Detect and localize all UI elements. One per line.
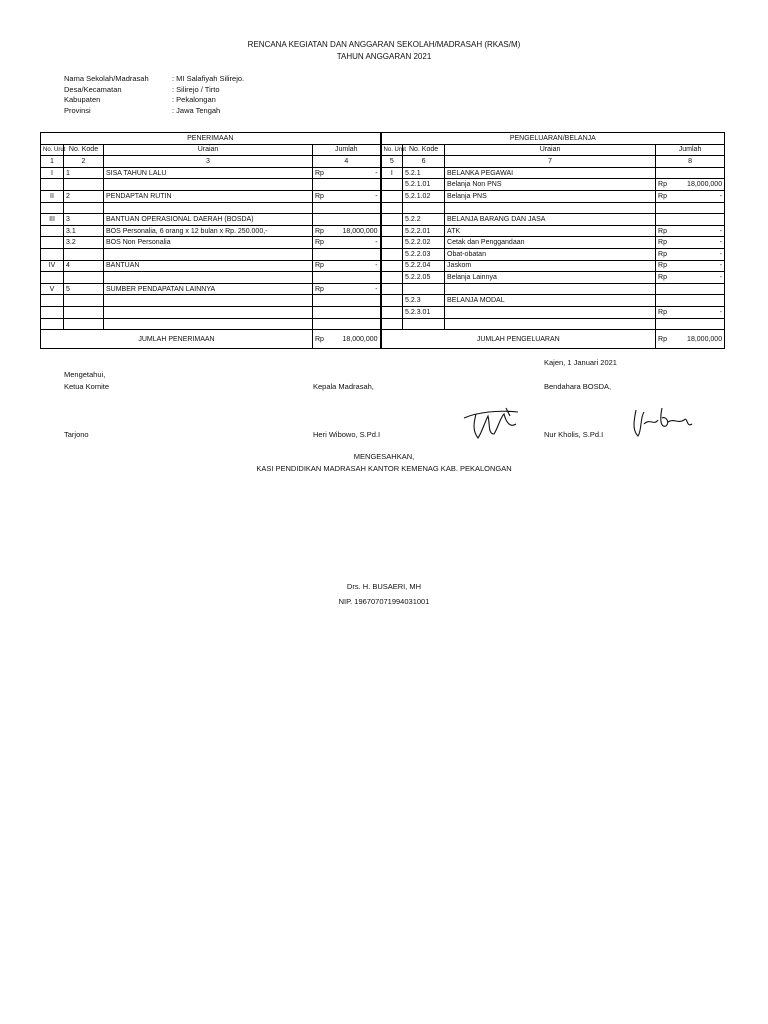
info-label: Provinsi <box>64 105 91 115</box>
kode-cell: 5.2.2.04 <box>403 260 445 272</box>
no-urut-cell <box>381 237 403 249</box>
no-urut-cell <box>41 225 64 237</box>
info-row <box>64 106 244 117</box>
table-row <box>41 260 725 272</box>
total-penerimaan-cell <box>313 330 381 349</box>
total-penerimaan-amount: 18,000,000 <box>342 335 378 343</box>
total-pengeluaran-label: JUMLAH PENGELUARAN <box>381 330 656 349</box>
amount-value: - <box>719 308 723 316</box>
col-header-no-urut: No. Urut <box>381 144 403 156</box>
amount-value: 18,000,000 <box>687 181 723 189</box>
table-row <box>41 272 725 284</box>
no-urut-cell <box>41 318 64 330</box>
uraian-cell <box>104 179 313 191</box>
uraian-cell: Belanja Lainnya <box>445 272 656 284</box>
kode-cell: 5.2.1.02 <box>403 190 445 202</box>
jumlah-cell <box>313 283 381 295</box>
total-pengeluaran-cell <box>656 330 725 349</box>
no-urut-cell <box>41 237 64 249</box>
kode-cell: 3.2 <box>64 237 104 249</box>
no-urut-cell <box>381 190 403 202</box>
table-row <box>41 225 725 237</box>
amount-value: - <box>719 262 723 270</box>
no-urut-cell <box>381 248 403 260</box>
col-number: 2 <box>64 156 104 168</box>
jumlah-cell <box>656 167 725 179</box>
document-title: RENCANA KEGIATAN DAN ANGGARAN SEKOLAH/MADRASAH (RKAS/M) <box>247 40 521 49</box>
kode-cell <box>64 295 104 307</box>
budget-table <box>40 132 725 349</box>
kode-cell: 3 <box>64 214 104 226</box>
table-row <box>41 202 725 214</box>
table-row <box>41 306 725 318</box>
jumlah-cell <box>656 295 725 307</box>
kode-cell: 5.2.1 <box>403 167 445 179</box>
jumlah-cell <box>313 214 381 226</box>
currency-label: Rp <box>658 308 667 316</box>
col-number: 6 <box>403 156 445 168</box>
col-number: 1 <box>41 156 64 168</box>
uraian-cell: SUMBER PENDAPATAN LAINNYA <box>104 283 313 295</box>
kode-cell: 4 <box>64 260 104 272</box>
uraian-cell: Cetak dan Penggandaan <box>445 237 656 249</box>
info-value: : Jawa Tengah <box>172 105 221 115</box>
jumlah-cell <box>656 260 725 272</box>
col-number: 5 <box>381 156 403 168</box>
kode-cell: 3.1 <box>64 225 104 237</box>
currency-label: Rp <box>658 181 667 189</box>
no-urut-cell <box>381 179 403 191</box>
total-pengeluaran-amount: 18,000,000 <box>687 335 723 343</box>
uraian-cell: BANTUAN <box>104 260 313 272</box>
jumlah-cell <box>656 248 725 260</box>
uraian-cell: BANTUAN OPERASIONAL DAERAH (BOSDA) <box>104 214 313 226</box>
no-urut-cell: III <box>41 214 64 226</box>
table-row <box>41 167 725 179</box>
uraian-cell: BOS Personalia, 6 orang x 12 bulan x Rp. 250.000,- <box>104 225 313 237</box>
amount-value: - <box>719 273 723 281</box>
info-row <box>64 85 244 96</box>
kode-cell <box>64 179 104 191</box>
uraian-cell: Obat-obatan <box>445 248 656 260</box>
no-urut-cell: IV <box>41 260 64 272</box>
uraian-cell <box>104 306 313 318</box>
currency-label: Rp <box>315 335 324 343</box>
no-urut-cell <box>381 202 403 214</box>
col-number: 3 <box>104 156 313 168</box>
uraian-cell <box>445 202 656 214</box>
uraian-cell <box>104 248 313 260</box>
kasi-title: KASI PENDIDIKAN MADRASAH KANTOR KEMENAG KAB. PEKALONGAN <box>256 464 512 473</box>
uraian-cell <box>104 272 313 284</box>
kode-cell <box>64 318 104 330</box>
currency-label: Rp <box>658 250 667 258</box>
currency-label: Rp <box>315 262 324 270</box>
no-urut-cell <box>381 272 403 284</box>
info-value: : Pekalongan <box>172 95 216 104</box>
no-urut-cell <box>381 260 403 272</box>
jumlah-cell <box>313 248 381 260</box>
kode-cell <box>403 283 445 295</box>
amount-value: - <box>719 250 723 258</box>
column-number-row <box>41 156 725 168</box>
no-urut-cell <box>381 306 403 318</box>
uraian-cell: SISA TAHUN LALU <box>104 167 313 179</box>
section-header-penerimaan: PENERIMAAN <box>41 133 381 145</box>
kode-cell: 1 <box>64 167 104 179</box>
currency-label: Rp <box>658 262 667 270</box>
no-urut-cell <box>41 295 64 307</box>
kepala-title: Kepala Madrasah, <box>313 382 374 391</box>
currency-label: Rp <box>315 192 324 200</box>
jumlah-cell <box>313 306 381 318</box>
jumlah-cell <box>656 283 725 295</box>
kasi-name: Drs. H. BUSAERI, MH <box>346 582 422 591</box>
amount-value: - <box>375 239 378 247</box>
jumlah-cell <box>313 318 381 330</box>
table-row <box>41 237 725 249</box>
kasi-nip: NIP. 196707071994031001 <box>338 597 430 606</box>
currency-label: Rp <box>315 169 324 177</box>
kode-cell: 5.2.2.02 <box>403 237 445 249</box>
komite-name: Tarjono <box>64 430 89 439</box>
bendahara-name: Nur Kholis, S.Pd.I <box>544 430 604 439</box>
kode-cell: 5.2.3.01 <box>403 306 445 318</box>
uraian-cell <box>445 318 656 330</box>
jumlah-cell <box>656 179 725 191</box>
jumlah-cell <box>313 190 381 202</box>
uraian-cell: Jaskom <box>445 260 656 272</box>
kode-cell <box>403 318 445 330</box>
uraian-cell <box>445 283 656 295</box>
kode-cell <box>64 202 104 214</box>
jumlah-cell <box>656 202 725 214</box>
currency-label: Rp <box>658 227 667 235</box>
kode-cell <box>64 306 104 318</box>
jumlah-cell <box>656 272 725 284</box>
uraian-cell: BOS Non Personalia <box>104 237 313 249</box>
amount-value: - <box>375 285 378 293</box>
no-urut-cell <box>41 306 64 318</box>
info-value: : MI Salafiyah Silirejo. <box>172 74 245 83</box>
table-row <box>41 248 725 260</box>
jumlah-cell <box>656 214 725 226</box>
kode-cell <box>403 202 445 214</box>
jumlah-cell <box>313 295 381 307</box>
school-info <box>64 74 244 116</box>
kode-cell <box>64 272 104 284</box>
info-label: Kabupaten <box>64 95 101 104</box>
mengetahui-label: Mengetahui, <box>64 370 106 379</box>
section-header-pengeluaran: PENGELUARAN/BELANJA <box>381 133 725 145</box>
col-header-kode: No. Kode <box>403 144 445 156</box>
amount-value: - <box>719 227 723 235</box>
table-row <box>41 214 725 226</box>
no-urut-cell: I <box>381 167 403 179</box>
amount-value: - <box>719 192 723 200</box>
jumlah-cell <box>313 272 381 284</box>
kode-cell: 5 <box>64 283 104 295</box>
no-urut-cell <box>41 248 64 260</box>
uraian-cell: ATK <box>445 225 656 237</box>
info-row <box>64 74 244 85</box>
table-row <box>41 283 725 295</box>
currency-label: Rp <box>658 192 667 200</box>
uraian-cell: Belanja Non PNS <box>445 179 656 191</box>
jumlah-cell <box>656 190 725 202</box>
no-urut-cell <box>41 272 64 284</box>
table-row <box>41 190 725 202</box>
currency-label: Rp <box>658 273 667 281</box>
bendahara-signature <box>626 404 696 440</box>
uraian-cell: BELANKA PEGAWAI <box>445 167 656 179</box>
col-number: 8 <box>656 156 725 168</box>
jumlah-cell <box>313 167 381 179</box>
no-urut-cell <box>381 225 403 237</box>
uraian-cell <box>445 306 656 318</box>
currency-label: Rp <box>658 239 667 247</box>
jumlah-cell <box>313 237 381 249</box>
kode-cell <box>64 248 104 260</box>
document-subtitle: TAHUN ANGGARAN 2021 <box>336 52 432 61</box>
col-header-jumlah: Jumlah <box>656 144 725 156</box>
info-value: : Silirejo / Tirto <box>172 84 220 94</box>
komite-title: Ketua Komite <box>64 382 110 391</box>
jumlah-cell <box>313 179 381 191</box>
kode-cell: 5.2.1.01 <box>403 179 445 191</box>
no-urut-cell: II <box>41 190 64 202</box>
jumlah-cell <box>656 225 725 237</box>
col-header-uraian: Uraian <box>445 144 656 156</box>
jumlah-cell <box>313 225 381 237</box>
kode-cell: 5.2.2.05 <box>403 272 445 284</box>
no-urut-cell <box>41 179 64 191</box>
col-header-uraian: Uraian <box>104 144 313 156</box>
amount-value: - <box>375 262 378 270</box>
amount-value: - <box>719 239 723 247</box>
info-label: Nama Sekolah/Madrasah <box>64 74 149 83</box>
table-row <box>41 295 725 307</box>
kode-cell: 5.2.3 <box>403 295 445 307</box>
totals-row <box>41 330 725 349</box>
info-row <box>64 95 244 106</box>
no-urut-cell <box>381 295 403 307</box>
table-row <box>41 179 725 191</box>
table-row <box>41 318 725 330</box>
no-urut-cell <box>381 214 403 226</box>
kode-cell: 2 <box>64 190 104 202</box>
jumlah-cell <box>656 306 725 318</box>
currency-label: Rp <box>315 227 324 235</box>
col-number: 7 <box>445 156 656 168</box>
amount-value: - <box>375 192 378 200</box>
place-date: Kajen, 1 Januari 2021 <box>544 358 617 367</box>
jumlah-cell <box>313 260 381 272</box>
uraian-cell: BELANJA BARANG DAN JASA <box>445 214 656 226</box>
kepala-signature <box>458 404 528 444</box>
uraian-cell <box>104 295 313 307</box>
info-label: Desa/Kecamatan <box>64 84 122 94</box>
mengesahkan-label: MENGESAHKAN, <box>353 452 415 461</box>
uraian-cell: BELANJA MODAL <box>445 295 656 307</box>
jumlah-cell <box>656 237 725 249</box>
no-urut-cell <box>41 202 64 214</box>
bendahara-title: Bendahara BOSDA, <box>544 382 612 391</box>
currency-label: Rp <box>315 285 324 293</box>
jumlah-cell <box>656 318 725 330</box>
uraian-cell: Belanja PNS <box>445 190 656 202</box>
no-urut-cell: V <box>41 283 64 295</box>
amount-value: 18,000,000 <box>342 227 378 235</box>
col-header-no-urut: No. Urut <box>41 144 64 156</box>
currency-label: Rp <box>315 239 324 247</box>
no-urut-cell <box>381 283 403 295</box>
no-urut-cell: I <box>41 167 64 179</box>
jumlah-cell <box>313 202 381 214</box>
total-penerimaan-label: JUMLAH PENERIMAAN <box>41 330 313 349</box>
currency-label: Rp <box>658 335 667 343</box>
uraian-cell: PENDAPTAN RUTIN <box>104 190 313 202</box>
no-urut-cell <box>381 318 403 330</box>
col-header-kode: No. Kode <box>64 144 104 156</box>
kode-cell: 5.2.2.03 <box>403 248 445 260</box>
col-header-jumlah: Jumlah <box>313 144 381 156</box>
kode-cell: 5.2.2.01 <box>403 225 445 237</box>
kepala-name: Heri Wibowo, S.Pd.I <box>313 430 381 439</box>
uraian-cell <box>104 202 313 214</box>
amount-value: - <box>375 169 378 177</box>
uraian-cell <box>104 318 313 330</box>
kode-cell: 5.2.2 <box>403 214 445 226</box>
col-number: 4 <box>313 156 381 168</box>
